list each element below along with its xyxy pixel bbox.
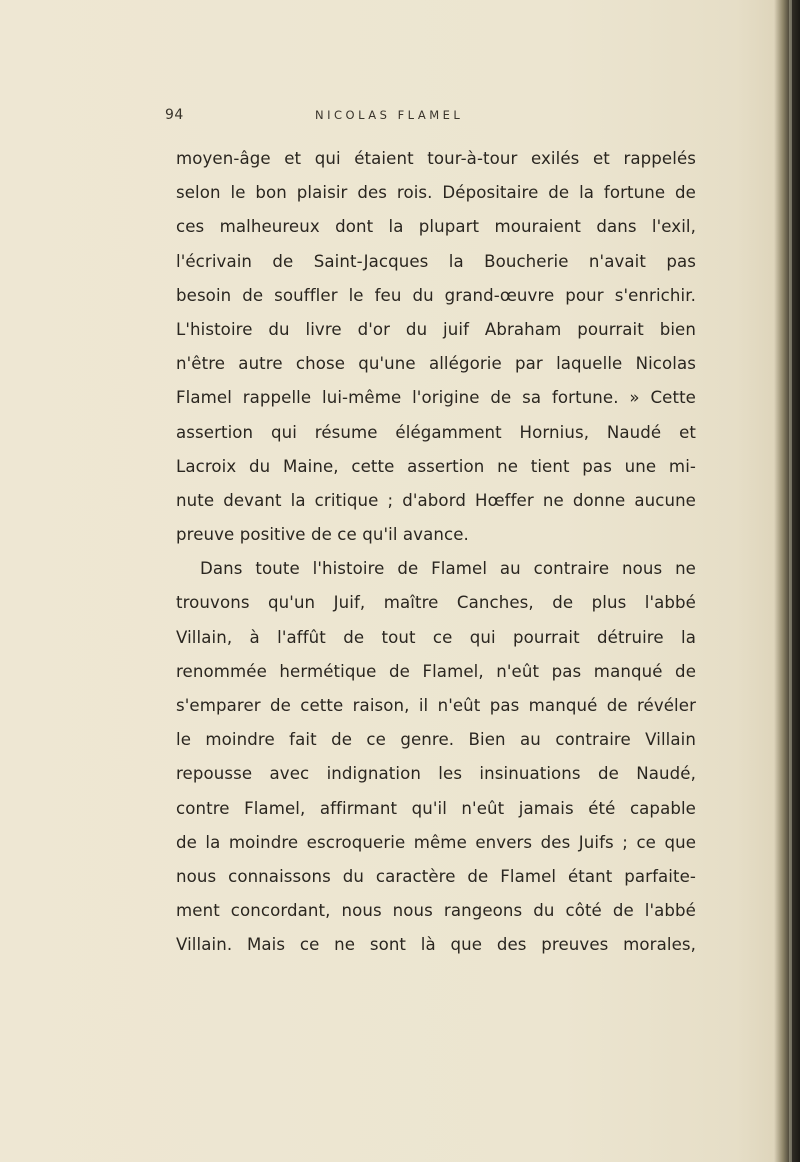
text-line: assertion qui résume élégamment Hornius, Naudé et bbox=[176, 422, 696, 442]
page-edge-shadow bbox=[774, 0, 800, 1162]
text-line: nous connaissons du caractère de Flamel étant parfaite- bbox=[176, 866, 696, 886]
text-line: L'histoire du livre d'or du juif Abraham pourrait bien bbox=[176, 319, 696, 339]
text-line: trouvons qu'un Juif, maître Canches, de plus l'abbé bbox=[176, 593, 696, 613]
text-line: Flamel rappelle lui-même l'origine de sa fortune. » Cette bbox=[176, 388, 696, 408]
text-line: Villain. Mais ce ne sont là que des preuves morales, bbox=[176, 935, 696, 955]
text-line: selon le bon plaisir des rois. Dépositaire de la fortune de bbox=[176, 183, 696, 203]
paragraph-end-line: preuve positive de ce qu'il avance. bbox=[176, 525, 469, 545]
text-line: renommée hermétique de Flamel, n'eût pas manqué de bbox=[176, 661, 696, 681]
body-text bbox=[176, 142, 696, 963]
text-line: le moindre fait de ce genre. Bien au contraire Villain bbox=[176, 730, 696, 750]
text-line: ment concordant, nous nous rangeons du côté de l'abbé bbox=[176, 901, 696, 921]
page-header bbox=[0, 107, 800, 127]
text-line: nute devant la critique ; d'abord Hœffer ne donne aucune bbox=[176, 490, 696, 510]
text-line: Villain, à l'affût de tout ce qui pourrait détruire la bbox=[176, 627, 696, 647]
text-line: n'être autre chose qu'une allégorie par laquelle Nicolas bbox=[176, 354, 696, 374]
paragraph-start-line: Dans toute l'histoire de Flamel au contraire nous ne bbox=[200, 559, 696, 579]
text-line: l'écrivain de Saint-Jacques la Boucherie n'avait pas bbox=[176, 251, 696, 271]
page-edge-highlight bbox=[789, 0, 792, 1162]
text-line: ces malheureux dont la plupart mouraient dans l'exil, bbox=[176, 217, 696, 237]
text-line: repousse avec indignation les insinuations de Naudé, bbox=[176, 764, 696, 784]
page-number: 94 bbox=[165, 107, 184, 123]
text-line: besoin de souffler le feu du grand-œuvre pour s'enrichir. bbox=[176, 285, 696, 305]
running-title: NICOLAS FLAMEL bbox=[315, 108, 464, 122]
text-line: moyen-âge et qui étaient tour-à-tour exilés et rappelés bbox=[176, 149, 696, 168]
text-line: de la moindre escroquerie même envers des Juifs ; ce que bbox=[176, 832, 696, 852]
text-line: contre Flamel, affirmant qu'il n'eût jamais été capable bbox=[176, 798, 696, 818]
text-line: Lacroix du Maine, cette assertion ne tient pas une mi- bbox=[176, 456, 696, 476]
text-line: s'emparer de cette raison, il n'eût pas manqué de révéler bbox=[176, 696, 696, 715]
